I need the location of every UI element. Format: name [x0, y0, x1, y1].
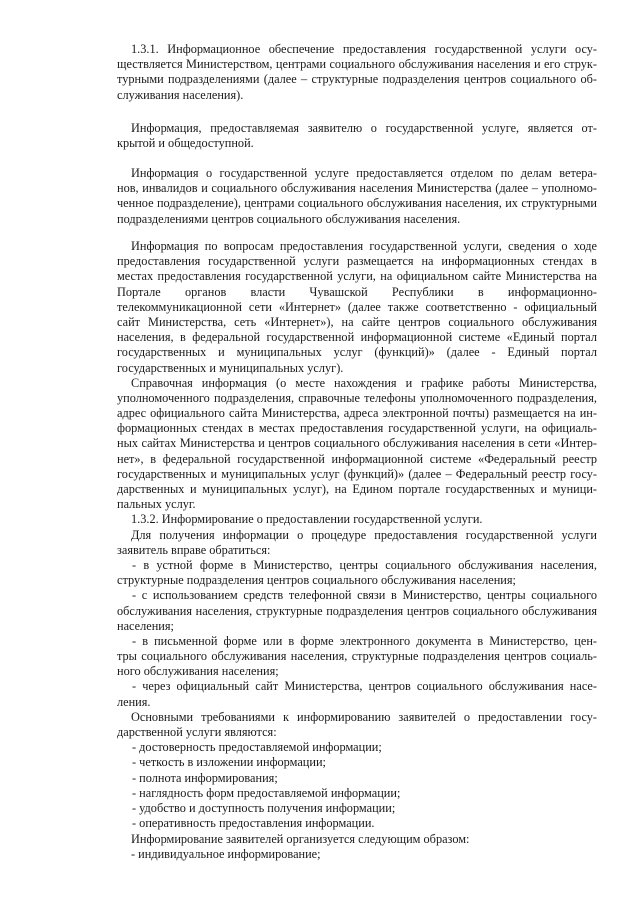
text-line: государственных и муниципальных услуг (функций)» (далее – Федеральный реестр госу-	[117, 466, 597, 481]
text-line: населения, в федеральной государственной информационной системе «Единый портал	[117, 330, 597, 345]
text-line: тры социального обслуживания населения, структурные подразделения центров социаль-	[117, 649, 597, 664]
text-line: крытой и общедоступной.	[117, 136, 254, 151]
text-line: турными подразделениями (далее – структурные подразделения центров социального об-	[117, 72, 597, 87]
text-line: пальных услуг.	[117, 497, 196, 512]
text-line: телекоммуникационной сети «Интернет» (далее также соответственно - официальный	[117, 299, 597, 314]
text-line: обслуживания населения, структурные подразделения центров социального обслуживания	[117, 603, 597, 618]
text-line: Справочная информация (о месте нахождения и графике работы Министерства,	[131, 375, 597, 390]
text-line: ления.	[117, 694, 151, 709]
text-line: сайт Министерства, сеть «Интернет»), на сайте центров социального обслуживания	[117, 314, 597, 329]
list-item: - оперативность предоставления информации.	[132, 816, 375, 831]
text-line: формационных стендах в местах предоставления государственной услуги, на официаль-	[117, 421, 597, 436]
text-line: служивания населения).	[117, 87, 244, 102]
paragraph-informing-organization	[117, 832, 597, 862]
text-line: Основными требованиями к информированию заявителей о предоставлении госу-	[131, 709, 597, 724]
text-line: дарственных и муниципальных услуг), на Едином портале государственных и муници-	[117, 482, 597, 496]
text-line: Портале органов власти Чувашской Республики в информационно-	[117, 284, 597, 299]
text-line: Для получения информации о процедуре предоставления государственной услуги	[131, 527, 597, 542]
text-line: адрес официального сайта Министерства, адреса электронной почты) размещается на ин-	[117, 406, 597, 421]
text-line: заявитель вправе обратиться:	[117, 542, 271, 557]
text-line: нет», в федеральной государственной информационной системе «Федеральный реестр	[117, 451, 597, 466]
text-line: предоставления государственной услуги размещается на информационных стендах в	[117, 254, 597, 269]
text-line: подразделениями центров социального обслуживания населения.	[117, 211, 461, 226]
list-item: - достоверность предоставляемой информации;	[132, 740, 382, 755]
paragraph-open-information	[117, 121, 597, 151]
list-item: - с использованием средств телефонной связи в Министерство, центры социального	[132, 588, 597, 603]
text-line: ченное подразделение), центрами социального обслуживания населения, их структурными	[117, 196, 597, 211]
list-item: - через официальный сайт Министерства, центров социального обслуживания насе-	[132, 679, 597, 694]
text-line: ных сайтах Министерства и центров социального обслуживания населения в сети «Интер-	[117, 436, 597, 451]
list-item: - полнота информирования;	[132, 770, 278, 785]
text-line: ного обслуживания населения;	[117, 664, 279, 679]
list-item: - индивидуальное информирование;	[131, 847, 321, 862]
text-line: нов, инвалидов и социального обслуживания населения Министерства (далее – уполномо-	[117, 181, 597, 196]
text-line: Информация, предоставляемая заявителю о государственной услуге, является от-	[131, 121, 597, 135]
text-line: 1.3.1. Информационное обеспечение предоставления государственной услуги осу-	[131, 42, 597, 56]
section-heading-1-3-2: 1.3.2. Информирование о предоставлении государственной услуги.	[131, 512, 483, 527]
paragraph-information-placement	[117, 239, 597, 831]
text-line: населения;	[117, 618, 174, 633]
text-line: дарственной услуги являются:	[117, 725, 277, 739]
list-item: - наглядность форм предоставляемой информации;	[132, 785, 401, 800]
text-line: государственных и муниципальных услуг).	[117, 360, 344, 375]
text-line: Информация о государственной услуге предоставляется отделом по делам ветера-	[131, 166, 597, 180]
text-line: структурные подразделения центров социального обслуживания населения;	[117, 573, 516, 588]
list-item: - четкость в изложении информации;	[132, 755, 326, 770]
list-item: - в письменной форме или в форме электронного документа в Министерство, цен-	[132, 633, 597, 648]
list-item: - в устной форме в Министерство, центры социального обслуживания населения,	[132, 557, 597, 572]
text-line: Информация по вопросам предоставления государственной услуги, сведения о ходе	[131, 239, 597, 253]
text-line: ществляется Министерством, центрами социального обслуживания населения и его струк-	[117, 57, 597, 72]
paragraph-information-source	[117, 166, 597, 227]
text-line: Информирование заявителей организуется следующим образом:	[131, 832, 470, 846]
paragraph-1-3-1	[117, 42, 597, 103]
text-line: государственных и муниципальных услуг (функций)» (далее - Единый портал	[117, 345, 597, 360]
list-item: - удобство и доступность получения информации;	[132, 800, 396, 815]
text-line: местах предоставления государственной услуги, на официальном сайте Министерства на	[117, 269, 597, 284]
text-line: уполномоченного подразделения, справочные телефоны уполномоченного подразделения,	[117, 390, 597, 405]
